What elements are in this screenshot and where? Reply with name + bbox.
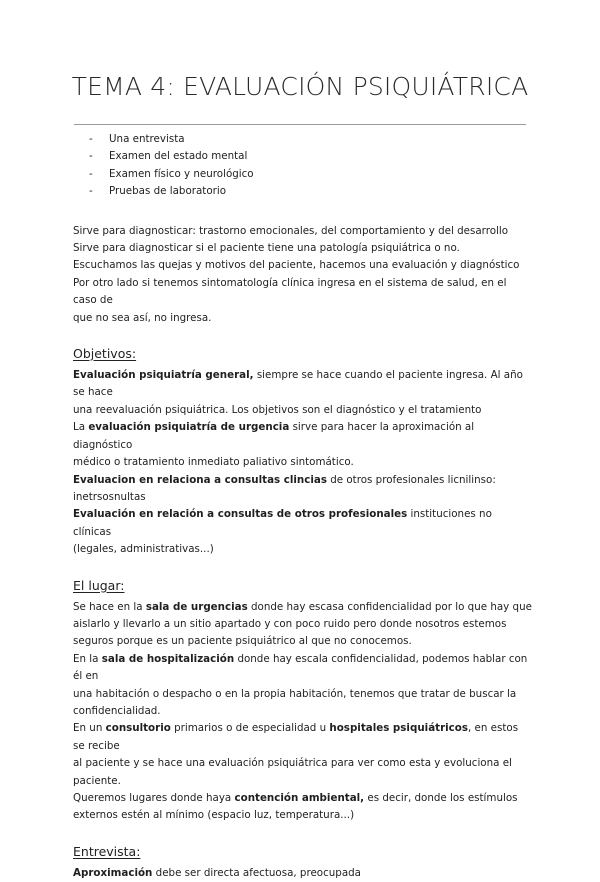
section-heading-entrevista: Entrevista: bbox=[73, 843, 141, 859]
paragraph: En la sala de hospitalización donde hay escala confidencialidad, podemos hablar con él en bbox=[73, 652, 528, 683]
bullet-marker: - bbox=[89, 150, 93, 163]
list-item: - Pruebas de laboratorio bbox=[73, 183, 533, 200]
list-item: - Examen del estado mental bbox=[73, 148, 533, 165]
document-title: TEMA 4: EVALUACIÓN PSIQUIÁTRICA bbox=[71, 72, 529, 101]
list-item: - Una entrevista bbox=[73, 131, 533, 148]
document-body bbox=[73, 131, 533, 882]
bullet-marker: - bbox=[89, 167, 93, 180]
list-item: - Examen físico y neurológico bbox=[73, 166, 533, 183]
intro-paragraph: Sirve para diagnosticar: trastorno emocionales, del comportamiento y del desarrollo Sirve para diagnosticar si el paciente tiene una patología psiquiátrica o no. Escuchamos las quejas y motivos del paciente, hacemos una evaluación y diagnóstico Por otro lado si tenemos sintomatología clínica ingresa en el sistema de salud, en el caso de que no sea así, no ingresa. bbox=[73, 224, 520, 324]
paragraph: Queremos lugares donde haya contención ambiental, es decir, donde los estímulos bbox=[73, 792, 518, 804]
section-heading-lugar: El lugar: bbox=[73, 577, 125, 593]
section-heading-objetivos: Objetivos: bbox=[73, 346, 137, 362]
bullet-list bbox=[73, 131, 533, 201]
section-entrevista bbox=[73, 865, 533, 882]
title-divider bbox=[74, 124, 526, 125]
paragraph: Evaluación en relación a consultas de otros profesionales instituciones no clínicas bbox=[73, 508, 492, 538]
paragraph: Se hace en la sala de urgencias donde hay escasa confidencialidad por lo que hay que bbox=[73, 600, 532, 613]
bullet-marker: - bbox=[89, 185, 93, 198]
paragraph: Aproximación debe ser directa afectuosa, preocupada bbox=[73, 866, 361, 879]
section-objetivos: Evaluación psiquiatría general, siempre se hace cuando el paciente ingresa. Al año se hace una reevaluación psiquiátrica. Los objetivos son el diagnóstico y el tratamiento La evaluación psiquiatría de urgencia sirve para hacer la aproximación al diagnóstico médico o tratamiento inmediato paliativo sintomático. Evaluacion en relaciona a consultas clincias de otros profesionales licnilinso: inetrsosnultas Evaluación en relación a consultas de otros profesionales instituciones no clínicas (legales, administrativas...) bbox=[73, 367, 533, 558]
paragraph: Evaluacion en relaciona a consultas clincias de otros profesionales licnilinso: bbox=[73, 473, 496, 486]
paragraph: En un consultorio primarios o de especialidad u hospitales psiquiátricos, en estos se recibe bbox=[73, 722, 519, 752]
paragraph: Evaluación psiquiatría general, siempre se hace cuando el paciente ingresa. Al año se hace bbox=[73, 369, 523, 399]
paragraph: La evaluación psiquiatría de urgencia sirve para hacer la aproximación al diagnóstico bbox=[73, 421, 475, 451]
bullet-marker: - bbox=[89, 133, 93, 145]
section-lugar: Se hace en la sala de urgencias donde hay escasa confidencialidad por lo que hay que aislarlo y llevarlo a un sitio apartado y con poco ruido pero donde nosotros estemos seguros porque es un paciente psiquiátrico al que no conocemos. En la sala de hospitalización donde hay escala confidencialidad, podemos hablar con él en una habitación o despacho o en la propia habitación, tenemos que tratar de buscar la confidencialidad. En un consultorio primarios o de especialidad u hospitales psiquiátricos, en estos se recibe al paciente y se hace una evaluación psiquiátrica para ver como esta y evoluciona el paciente. Queremos lugares donde haya contención ambiental, es decir, donde los estímulos externos estén al mínimo (espacio luz, temperatura...) bbox=[73, 600, 532, 822]
